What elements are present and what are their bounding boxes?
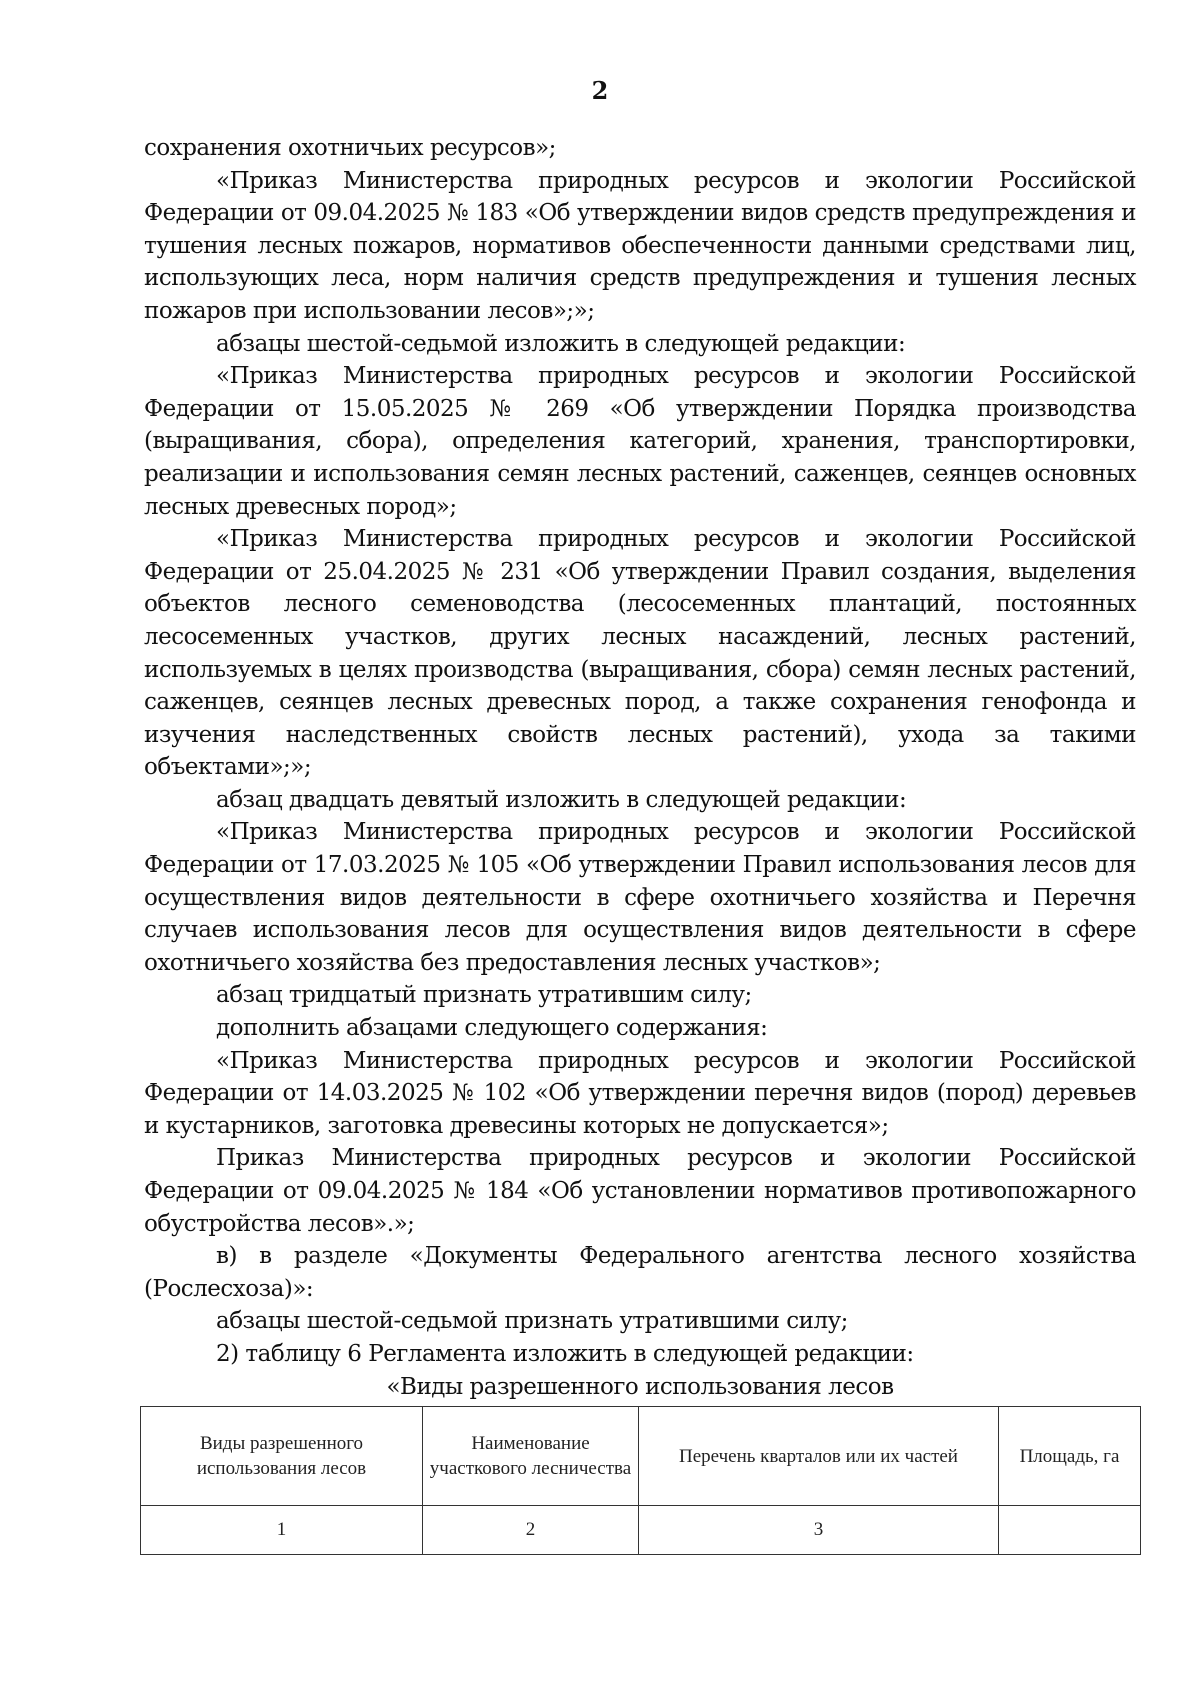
paragraph: в) в разделе «Документы Федерального агентства лесного хозяйства (Рослесхоза)»: xyxy=(144,1243,1136,1302)
table-header-row xyxy=(141,1407,1141,1506)
table-row xyxy=(141,1506,1141,1555)
paragraph: «Приказ Министерства природных ресурсов и экологии Российской Федерации от 17.03.2025 № 105 «Об утверждении Правил использования лесов для осуществления видов деятельности в сфере охотничьего хозяйства и Перечня случаев использования лесов для осуществления видов деятельности в сфере охотничьего хозяйства без предоставления лесных участков»; xyxy=(144,819,1136,976)
forest-use-table xyxy=(140,1406,1141,1555)
paragraph: сохранения охотничьих ресурсов»; xyxy=(144,135,556,161)
paragraph: «Приказ Министерства природных ресурсов и экологии Российской Федерации от 09.04.2025 № 183 «Об утверждении видов средств предупреждения и тушения лесных пожаров, нормативов обеспеченности данными средствами лиц, использующих леса, норм наличия средств предупреждения и тушения лесных пожаров при использовании лесов»;»; xyxy=(144,167,1136,324)
column-header: Перечень кварталов или их частей xyxy=(639,1407,999,1506)
paragraph: абзац двадцать девятый изложить в следующей редакции: xyxy=(216,786,907,813)
paragraph: «Приказ Министерства природных ресурсов и экологии Российской Федерации от 14.03.2025 № 102 «Об утверждении перечня видов (пород) деревьев и кустарников, заготовка древесины которых не допускается»; xyxy=(144,1047,1136,1139)
paragraph: дополнить абзацами следующего содержания: xyxy=(216,1015,768,1042)
paragraph: абзац тридцатый признать утратившим силу; xyxy=(216,982,752,1009)
table-title: «Виды разрешенного использования лесов xyxy=(386,1373,894,1400)
paragraph: «Приказ Министерства природных ресурсов и экологии Российской Федерации от 25.04.2025 № 231 «Об утверждении Правил создания, выделения объектов лесного семеноводства (лесосеменных плантаций, постоянных лесосеменных участков, других лесных насаждений, лесных растений, используемых в целях производства (выращивания, сбора) семян лесных растений, саженцев, сеянцев лесных древесных пород, а также сохранения генофонда и изучения наследственных свойств лесных растений), ухода за такими объектами»;»; xyxy=(144,526,1136,781)
table-cell xyxy=(999,1506,1141,1555)
paragraph: 2) таблицу 6 Регламента изложить в следующей редакции: xyxy=(216,1340,914,1367)
paragraph: Приказ Министерства природных ресурсов и экологии Российской Федерации от 09.04.2025 № 184 «Об установлении нормативов противопожарного обустройства лесов».»; xyxy=(144,1145,1136,1237)
table-cell: 3 xyxy=(639,1506,999,1555)
paragraph: абзацы шестой-седьмой признать утратившими силу; xyxy=(216,1308,848,1335)
paragraph: абзацы шестой-седьмой изложить в следующей редакции: xyxy=(216,330,906,357)
column-header: Наименование участкового лесничества xyxy=(423,1407,639,1506)
table-cell: 1 xyxy=(141,1506,423,1555)
table-cell: 2 xyxy=(423,1506,639,1555)
document-body xyxy=(144,132,1136,1403)
column-header: Виды разрешенного использования лесов xyxy=(141,1407,423,1506)
column-header: Площадь, га xyxy=(999,1407,1141,1506)
paragraph: «Приказ Министерства природных ресурсов и экологии Российской Федерации от 15.05.2025 № 269 «Об утверждении Порядка производства (выращивания, сбора), определения категорий, хранения, транспортировки, реализации и использования семян лесных растений, саженцев, сеянцев основных лесных древесных пород»; xyxy=(144,363,1136,520)
page-number: 2 xyxy=(591,76,609,105)
